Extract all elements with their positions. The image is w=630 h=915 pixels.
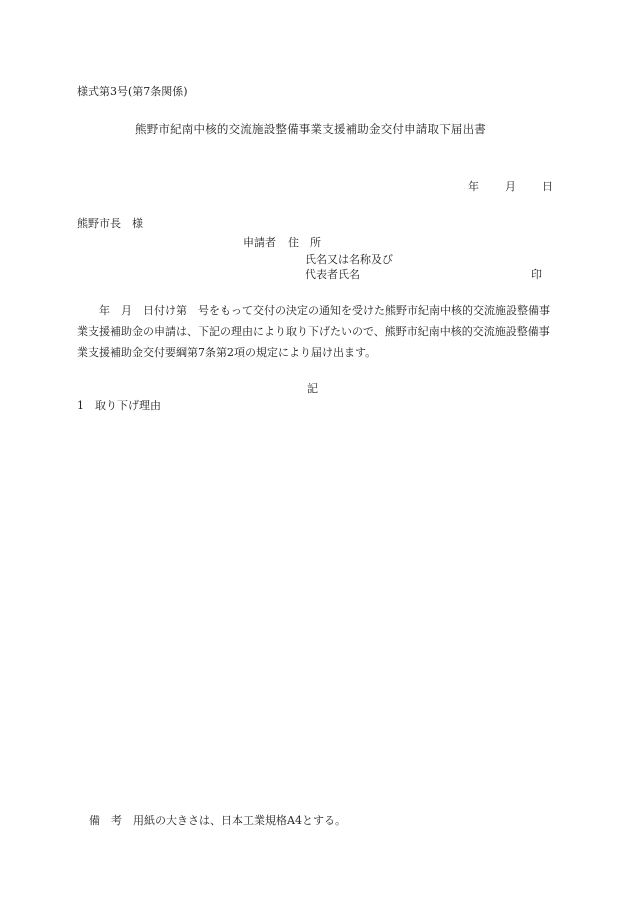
address-label: 住 所 <box>288 236 321 249</box>
ki-heading: 記 <box>307 382 318 395</box>
form-number: 様式第3号(第7条関係) <box>77 85 188 98</box>
date-month-label: 月 <box>505 180 516 193</box>
name-label-line1: 氏名又は名称及び <box>305 253 393 266</box>
body-paragraph: 年 月 日付け第 号をもって交付の決定の通知を受けた熊野市紀南中核的交流施設整備事業支援補助金の申請は、下記の理由により取り下げたいので、熊野市紀南中核的交流施設整備事業支援補助金交付要綱第7条第2項の規定により届け出ます。 <box>77 304 550 359</box>
applicant-label: 申請者 <box>243 236 276 249</box>
date-line <box>468 181 553 192</box>
date-day-label: 日 <box>542 180 553 193</box>
withdrawal-reason-item: 1 取り下げ理由 <box>77 399 161 412</box>
remarks-note: 備 考 用紙の大きさは、日本工業規格A4とする。 <box>89 814 346 827</box>
date-year-label: 年 <box>468 180 479 193</box>
document-title: 熊野市紀南中核的交流施設整備事業支援補助金交付申請取下届出書 <box>135 122 486 136</box>
name-label-line2: 代表者氏名 <box>305 268 360 281</box>
addressee: 熊野市長 様 <box>77 217 143 230</box>
seal-mark: 印 <box>531 268 542 281</box>
